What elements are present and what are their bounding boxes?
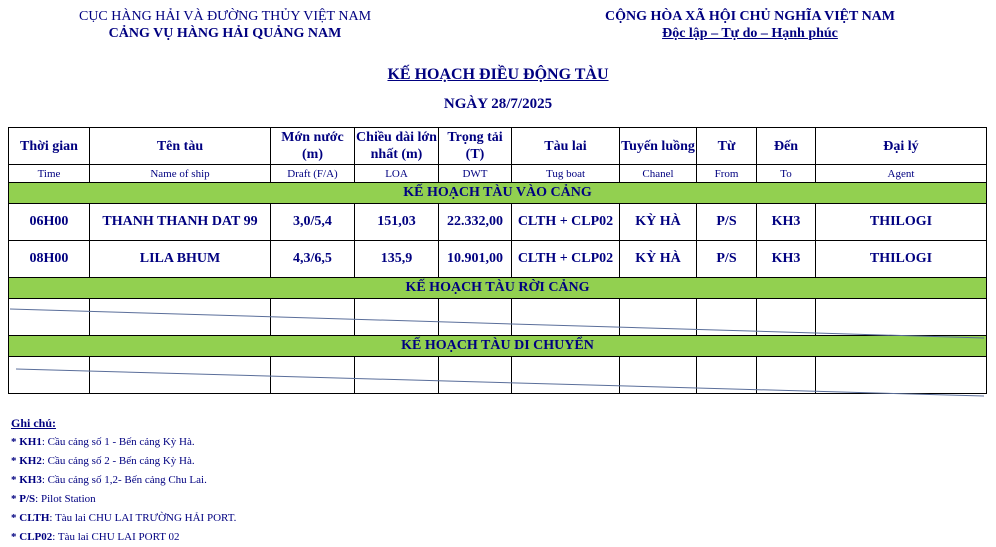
col-draft-subheader: Draft (F/A) [271,165,355,183]
cell-ship: THANH THANH DAT 99 [90,204,271,241]
note-text: : Cầu cảng số 1,2- Bến cảng Chu Lai. [41,474,207,486]
empty-shifting-row [9,357,987,394]
col-tug-header: Tàu lai [512,128,620,165]
cell-loa: 151,03 [355,204,439,241]
empty-cell [90,357,271,394]
section-shifting-title: KẾ HOẠCH TÀU DI CHUYỂN [9,336,987,357]
col-time-header: Thời gian [9,128,90,165]
document-date: NGÀY 28/7/2025 [443,96,553,112]
col-from-header: Từ [697,128,757,165]
empty-departure-row [9,299,987,336]
section-arrival-title: KẾ HOẠCH TÀU VÀO CẢNG [9,183,987,204]
empty-cell [271,357,355,394]
empty-cell [271,299,355,336]
empty-cell [512,299,620,336]
empty-cell [355,357,439,394]
col-to-subheader: To [757,165,816,183]
document-title: KẾ HOẠCH ĐIỀU ĐỘNG TÀU [387,66,609,83]
col-agent-subheader: Agent [816,165,987,183]
cell-agent: THILOGI [816,204,987,241]
empty-cell [9,299,90,336]
col-loa-header: Chiều dài lớn nhất (m) [355,128,439,165]
cell-channel: KỲ HÀ [620,204,697,241]
note-item [11,452,236,471]
note-key: * KH2 [11,455,42,467]
col-time-subheader: Time [9,165,90,183]
empty-cell [439,299,512,336]
empty-cell [620,299,697,336]
note-item [11,433,236,452]
empty-cell [697,357,757,394]
cell-draft: 3,0/5,4 [271,204,355,241]
cell-to: KH3 [757,204,816,241]
empty-cell [816,357,987,394]
section-shifting [9,336,987,357]
cell-tug: CLTH + CLP02 [512,204,620,241]
col-loa-subheader: LOA [355,165,439,183]
note-item [11,490,236,509]
section-departure [9,278,987,299]
col-ship-header: Tên tàu [90,128,271,165]
empty-cell [439,357,512,394]
header-row-en [9,165,987,183]
col-ship-subheader: Name of ship [90,165,271,183]
note-item [11,509,236,528]
cell-time: 06H00 [9,204,90,241]
cell-loa: 135,9 [355,241,439,278]
national-motto: Độc lập – Tự do – Hạnh phúc [662,26,838,41]
note-text: : Pilot Station [35,493,96,505]
cell-agent: THILOGI [816,241,987,278]
notes-heading: Ghi chú: [11,416,57,430]
col-dwt-subheader: DWT [439,165,512,183]
section-arrival [9,183,987,204]
cell-from: P/S [697,204,757,241]
col-dwt-header: Trọng tải (T) [439,128,512,165]
section-departure-title: KẾ HOẠCH TÀU RỜI CẢNG [9,278,987,299]
cell-draft: 4,3/6,5 [271,241,355,278]
table-row [9,204,987,241]
cell-to: KH3 [757,241,816,278]
note-key: * KH1 [11,436,42,448]
col-to-header: Đến [757,128,816,165]
col-channel-header: Tuyến luồng [620,128,697,165]
note-text: : Tàu lai CHU LAI TRƯỜNG HẢI PORT. [49,512,237,524]
header-row-vi [9,128,987,165]
empty-cell [512,357,620,394]
note-key: * CLP02 [11,531,53,543]
empty-cell [620,357,697,394]
cell-time: 08H00 [9,241,90,278]
cell-dwt: 10.901,00 [439,241,512,278]
cell-channel: KỲ HÀ [620,241,697,278]
empty-cell [355,299,439,336]
note-key: * P/S [11,493,36,505]
empty-cell [816,299,987,336]
empty-cell [9,357,90,394]
table-row [9,241,987,278]
national-header [540,8,960,42]
note-text: : Cầu cảng số 2 - Bến cảng Kỳ Hà. [41,455,195,467]
ministry-name: CỤC HÀNG HẢI VÀ ĐƯỜNG THỦY VIỆT NAM [78,9,372,24]
col-agent-header: Đại lý [816,128,987,165]
notes-section [11,414,236,547]
col-channel-subheader: Chanel [620,165,697,183]
note-item [11,528,236,547]
cell-ship: LILA BHUM [90,241,271,278]
cell-from: P/S [697,241,757,278]
empty-cell [757,299,816,336]
shipping-plan-table [8,127,987,394]
agency-header [40,8,410,42]
note-key: * CLTH [11,512,50,524]
note-text: : Cầu cảng số 1 - Bến cảng Kỳ Hà. [41,436,195,448]
port-authority-name: CẢNG VỤ HÀNG HẢI QUẢNG NAM [108,26,342,41]
cell-tug: CLTH + CLP02 [512,241,620,278]
col-draft-header: Mớn nước (m) [271,128,355,165]
empty-cell [697,299,757,336]
note-text: : Tàu lai CHU LAI PORT 02 [52,531,180,543]
col-tug-subheader: Tug boat [512,165,620,183]
note-key: * KH3 [11,474,42,486]
cell-dwt: 22.332,00 [439,204,512,241]
empty-cell [90,299,271,336]
note-item [11,471,236,490]
col-from-subheader: From [697,165,757,183]
country-name: CỘNG HÒA XÃ HỘI CHỦ NGHĨA VIỆT NAM [604,9,895,24]
empty-cell [757,357,816,394]
